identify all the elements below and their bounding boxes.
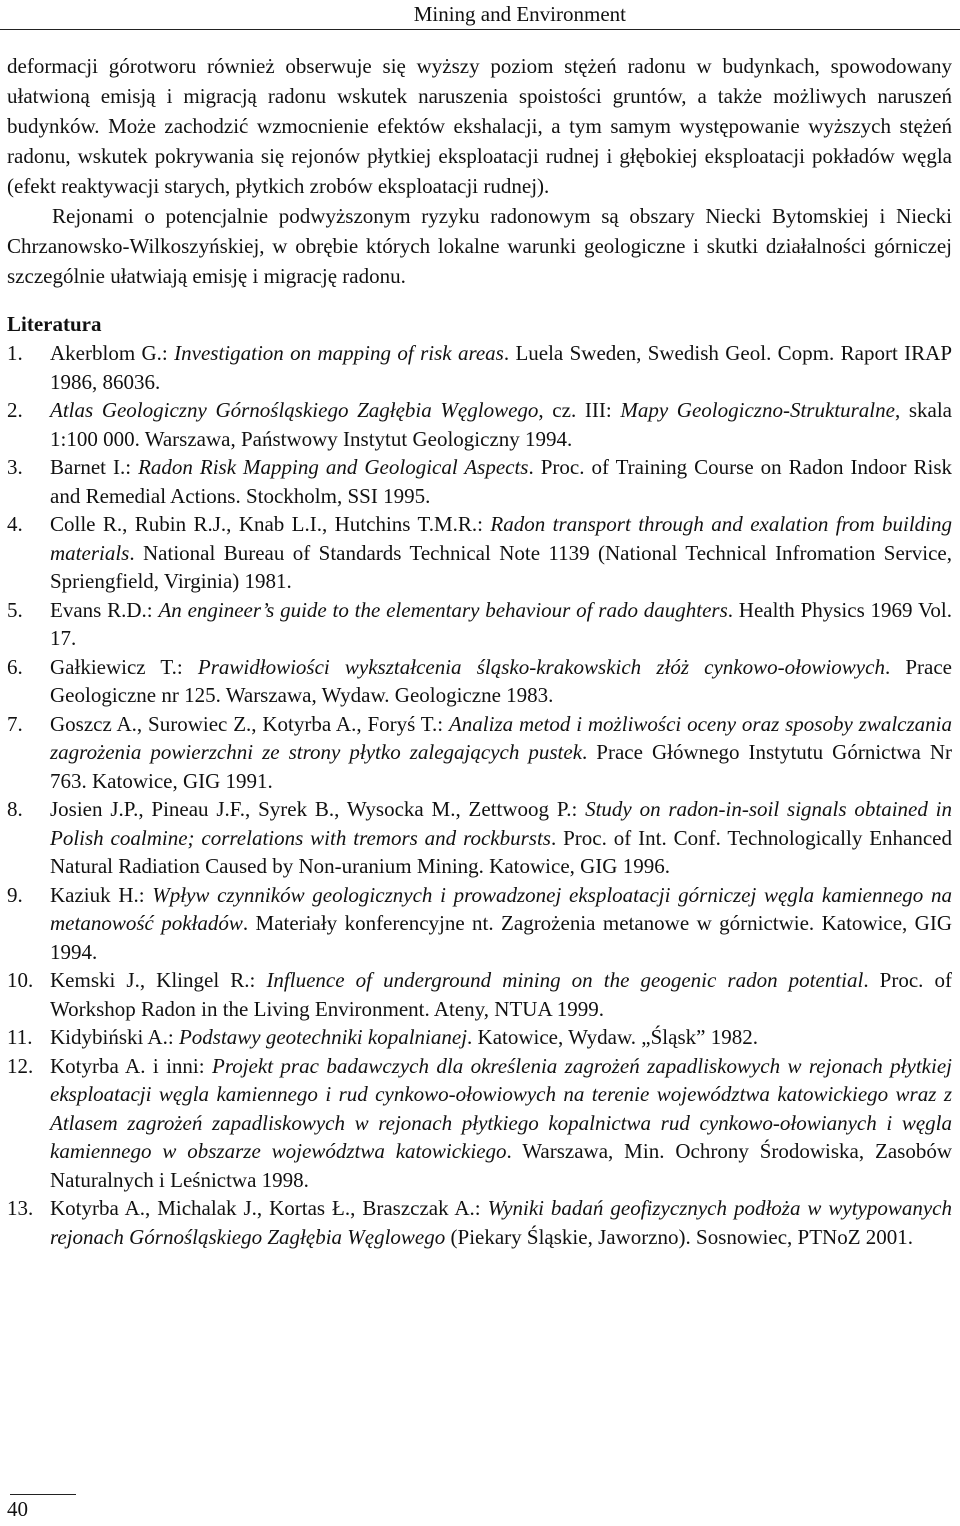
reference-number: 9. [7, 882, 23, 907]
journal-title: Mining and Environment [413, 2, 626, 26]
reference-item [7, 596, 952, 653]
reference-authors: Goszcz A., Surowiec Z., Kotyrba A., Foryś T.: [50, 711, 449, 736]
literature-heading: Literatura [7, 312, 102, 336]
reference-list [7, 339, 952, 1251]
reference-number: 8. [7, 797, 23, 821]
reference-details: . Materiały konferencyjne nt. Zagrożenia metanowe w górnictwie. Katowice, GIG 1994. [50, 911, 953, 964]
reference-title: Prawidłowiości wykształcenia śląsko-krakowskich złóż cynkowo-ołowiowych [197, 654, 885, 679]
reference-number: 7. [7, 711, 23, 736]
reference-details: . Prace Geologiczne nr 125. Warszawa, Wydaw. Geologiczne 1983. [50, 654, 952, 707]
reference-number: 6. [7, 654, 23, 679]
reference-details: . Health Physics 1969 Vol. 17. [50, 597, 953, 650]
reference-title: Atlas Geologiczny Górnośląskiego Zagłębia Węglowego [50, 398, 539, 422]
reference-authors: Kidybiński A.: [50, 1025, 179, 1049]
reference-number: 2. [7, 398, 23, 422]
reference-number: 12. [7, 1053, 34, 1078]
reference-title: Podstawy geotechniki kopalnianej [178, 1025, 468, 1049]
reference-title: Wyniki badań geofizycznych podłoża w wytypowanych rejonach Górnośląskiego Zagłębia Węglowego [50, 1196, 953, 1249]
reference-authors: Akerblom G.: [50, 341, 175, 365]
reference-authors: Evans R.D.: [50, 597, 159, 622]
reference-authors: Kemski J., Klingel R.: [50, 968, 267, 992]
reference-title: Projekt prac badawczych dla określenia zagrożeń zapadliskowych w rejonach płytkiej eksploatacji węgla kamiennego i rud cynkowo-ołowiowych na terenie województwa katowickiego wraz z Atlasem zagrożeń zapadliskowych w rejonach płytkiego kopalnictwa rud cynkowo-ołowianych i węgla kamiennego w obszarze województwa katowickiego [50, 1053, 952, 1163]
reference-item [7, 966, 952, 1023]
reference-title: Study on radon-in-soil signals obtained in Polish coalmine; correlations with tremors and rockbursts [50, 797, 952, 850]
reference-details: . Luela Sweden, Swedish Geol. Copm. Raport IRAP 1986, 86036. [50, 341, 952, 394]
reference-number: 11. [7, 1025, 33, 1049]
reference-title: Radon Risk Mapping and Geological Aspects [138, 455, 529, 479]
reference-details: , cz. III: [538, 398, 621, 422]
reference-title-part: Mapy Geologiczno-Strukturalne [620, 398, 895, 422]
footer-rule [10, 1494, 76, 1495]
page-number: 40 [7, 1497, 28, 1521]
reference-item [7, 653, 952, 710]
reference-details: . Proc. of Workshop Radon in the Living Environment. Ateny, NTUA 1999. [50, 968, 952, 1021]
reference-item [7, 339, 952, 396]
reference-authors: Josien J.P., Pineau J.F., Syrek B., Wysocka M., Zettwoog P.: [50, 797, 586, 821]
reference-item [7, 710, 952, 796]
header-rule [0, 29, 960, 30]
reference-authors: Kaziuk H.: [50, 882, 153, 907]
reference-details: . Proc. of Training Course on Radon Indoor Risk and Remedial Actions. Stockholm, SSI 1995. [50, 455, 952, 508]
reference-title: An engineer’s guide to the elementary behaviour of rado daughters [158, 597, 728, 622]
reference-item [7, 1023, 952, 1052]
reference-number: 4. [7, 512, 23, 536]
body-paragraph: deformacji górotworu również obserwuje się wyższy poziom stężeń radonu w budynkach, spowodowany ułatwioną emisją i migracją radonu wskutek naruszenia spoistości gruntów, a także możliwych naruszeń budynków. Może zachodzić wzmocnienie efektów ekshalacji, a tym samym występowanie wyższych stężeń radonu, wskutek pokrywania się rejonów płytkiej eksploatacji rudnej i głębokiej eksploatacji pokładów węgla (efekt reaktywacji starych, płytkich zrobów eksploatacji rudnej). [7, 54, 952, 198]
reference-title: Investigation on mapping of risk areas [174, 341, 504, 365]
reference-details: . Prace Głównego Instytutu Górnictwa Nr 763. Katowice, GIG 1991. [50, 740, 952, 793]
reference-item [7, 453, 952, 510]
reference-item [7, 396, 952, 453]
reference-item [7, 881, 952, 967]
reference-item [7, 510, 952, 596]
reference-item [7, 795, 952, 881]
running-header [0, 0, 960, 30]
reference-authors: Gałkiewicz T.: [50, 654, 198, 679]
reference-details: , skala 1:100 000. Warszawa, Państwowy Instytut Geologiczny 1994. [50, 398, 952, 451]
reference-number: 10. [7, 968, 34, 992]
reference-title: Analiza metod i możliwości oceny oraz sposoby zwalczania zagrożenia powierzchni ze strony płytko zalegających pustek [50, 711, 952, 764]
reference-number: 13. [7, 1196, 34, 1220]
reference-number: 1. [7, 341, 23, 365]
reference-authors: Kotyrba A., Michalak J., Kortas Ł., Braszczak A.: [50, 1196, 488, 1220]
reference-item [7, 1194, 952, 1251]
reference-number: 5. [7, 597, 23, 622]
reference-number: 3. [7, 455, 23, 479]
page-body [7, 51, 952, 1251]
reference-item [7, 1052, 952, 1195]
reference-title: Influence of underground mining on the geogenic radon potential [266, 968, 864, 992]
reference-title: Radon transport through and exalation from building materials [50, 512, 952, 565]
reference-authors: Colle R., Rubin R.J., Knab L.I., Hutchins T.M.R.: [50, 512, 491, 536]
reference-details: . Warszawa, Min. Ochrony Środowiska, Zasobów Naturalnych i Leśnictwa 1998. [50, 1139, 952, 1192]
reference-authors: Barnet I.: [50, 455, 139, 479]
body-paragraph: Rejonami o potencjalnie podwyższonym ryzyku radonowym są obszary Niecki Bytomskiej i Niecki Chrzanowsko-Wilkoszyńskiej, w obrębie których lokalne warunki geologiczne i skutki działalności górniczej szczególnie ułatwiają emisję i migrację radonu. [7, 204, 952, 288]
reference-authors: Kotyrba A. i inni: [50, 1053, 212, 1078]
reference-details: . Proc. of Int. Conf. Technologically Enhanced Natural Radiation Caused by Non-uranium Mining. Katowice, GIG 1996. [50, 825, 952, 878]
reference-details: . National Bureau of Standards Technical Note 1139 (National Technical Infromation Service, Spriengfield, Virginia) 1981. [50, 540, 952, 593]
reference-title: Wpływ czynników geologicznych i prowadzonej eksploatacji górniczej węgla kamiennego na metanowość pokładów [50, 882, 952, 935]
reference-details: . Katowice, Wydaw. „Śląsk” 1982. [467, 1025, 758, 1049]
reference-details: (Piekary Śląskie, Jaworzno). Sosnowiec, PTNoZ 2001. [445, 1224, 914, 1249]
